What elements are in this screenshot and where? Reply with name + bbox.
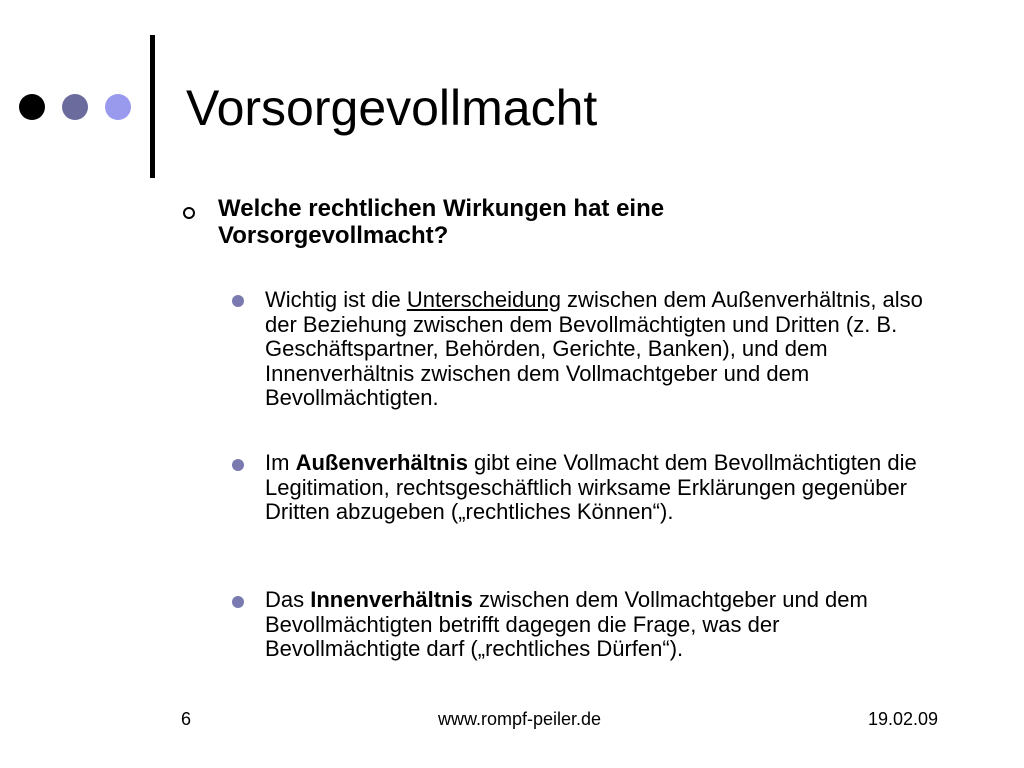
point-1 — [265, 288, 935, 411]
point-3-emph: Innenverhältnis — [310, 587, 473, 612]
title-divider — [150, 35, 155, 178]
decor-dot-3 — [105, 94, 131, 120]
point-2-post: gibt eine Vollmacht dem Bevollmächtigten die Legitimation, rechtsgeschäftlich wirksame Erklärungen gegenüber Dritten abzugeben („rechtliches Können“). — [265, 450, 917, 524]
point-2-pre: Im — [265, 450, 296, 475]
bullet-dot-icon — [232, 596, 244, 608]
question-bullet-icon — [183, 207, 195, 219]
decor-dot-1 — [19, 94, 45, 120]
point-2-emph: Außenverhältnis — [295, 450, 468, 475]
question-text: Welche rechtlichen Wirkungen hat eine Vorsorgevollmacht? — [218, 195, 665, 249]
page-number: 6 — [181, 709, 192, 729]
point-1-pre: Wichtig ist die — [265, 287, 407, 312]
point-3-post: zwischen dem Vollmachtgeber und dem Bevollmächtigten betrifft dagegen die Frage, was der Bevollmächtigte darf („rechtliches Dürfen“). — [265, 587, 868, 661]
point-1-emph: Unterscheidung — [406, 287, 561, 312]
footer-website: www.rompf-peiler.de — [438, 709, 602, 729]
point-3-pre: Das — [265, 587, 311, 612]
bullet-dot-icon — [232, 295, 244, 307]
point-3 — [265, 588, 935, 662]
slide-title: Vorsorgevollmacht — [186, 80, 598, 136]
decor-dot-2 — [62, 94, 88, 120]
footer-date: 19.02.09 — [868, 709, 939, 729]
bullet-dot-icon — [232, 459, 244, 471]
point-1-post: zwischen dem Außenverhältnis, also der Beziehung zwischen dem Bevollmächtigten und Dritten (z. B. Geschäftspartner, Behörden, Gerichte, Banken), und dem Innenverhältnis zwischen dem Vollmachtgeber und dem Bevollmächtigten. — [265, 287, 923, 410]
point-2 — [265, 451, 935, 525]
